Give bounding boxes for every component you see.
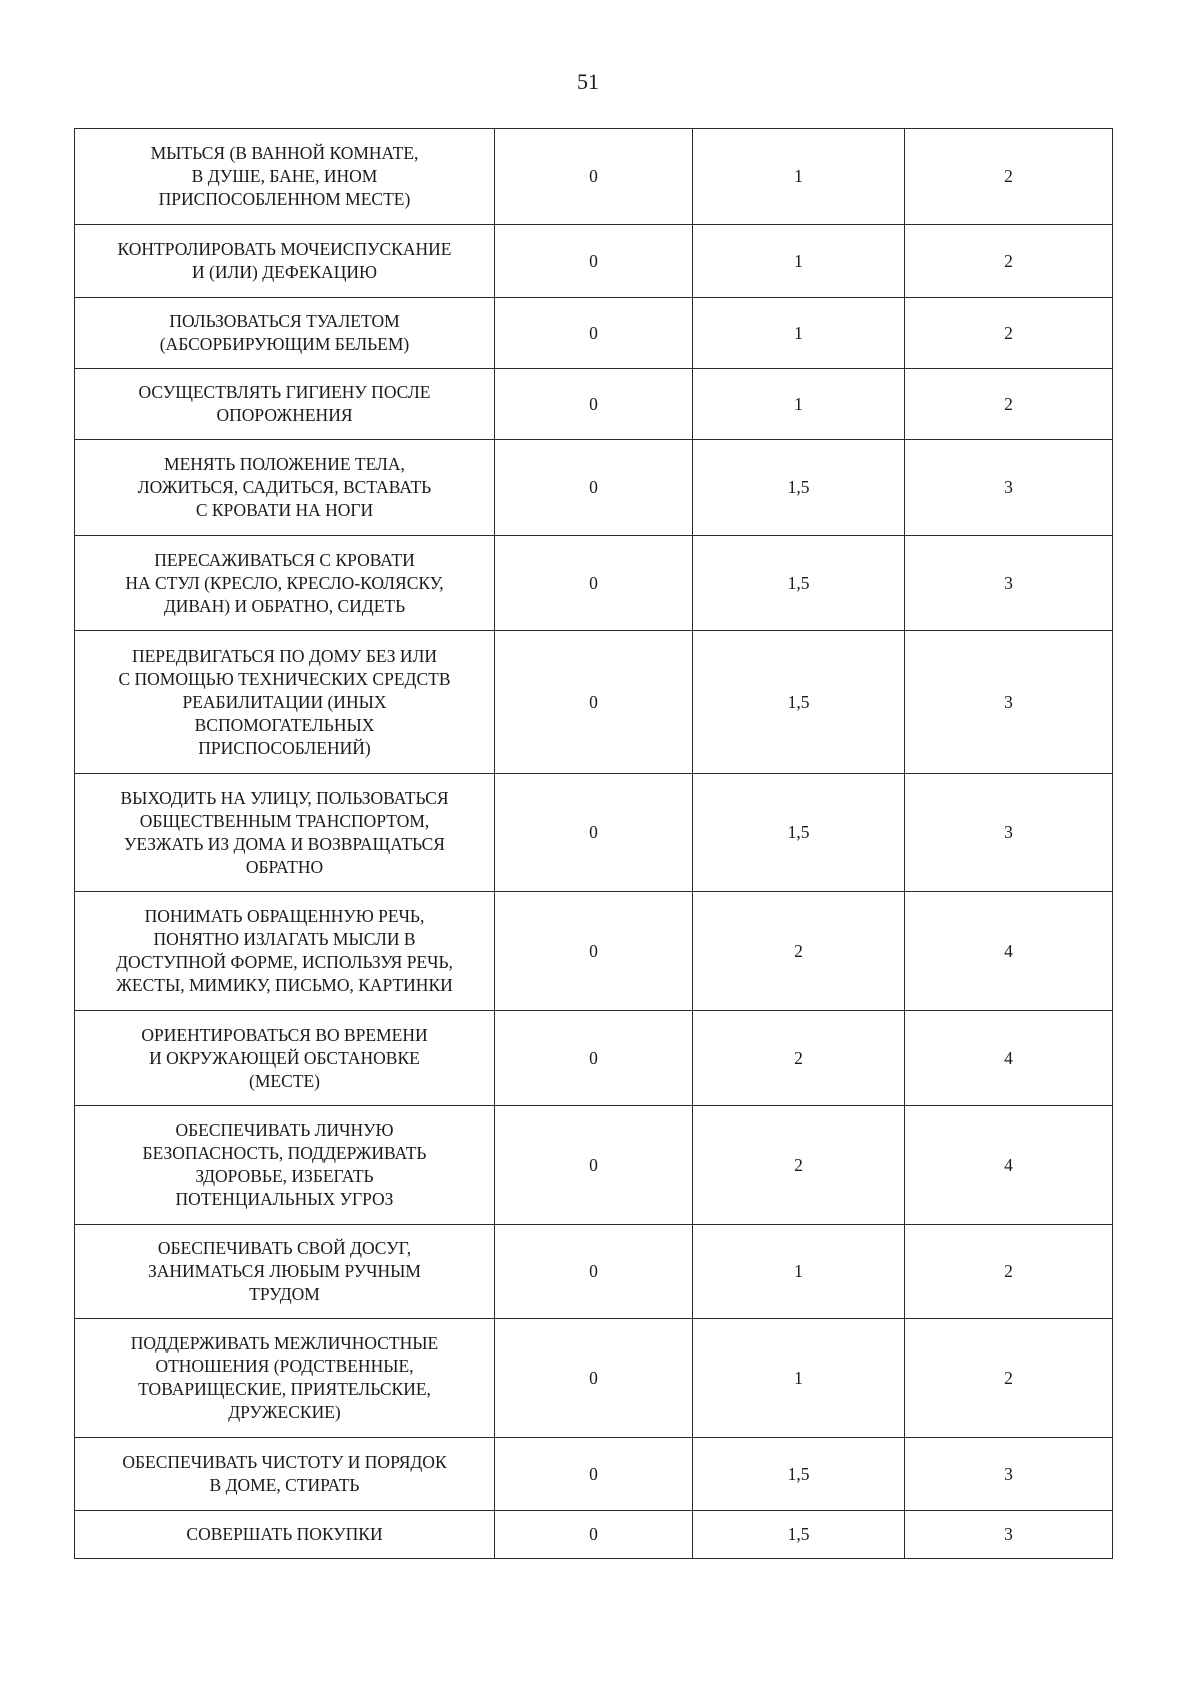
score-cell-1: 2 [693,1011,905,1106]
activity-cell: ПЕРЕДВИГАТЬСЯ ПО ДОМУ БЕЗ ИЛИ С ПОМОЩЬЮ ТЕХНИЧЕСКИХ СРЕДСТВ РЕАБИЛИТАЦИИ (ИНЫХ ВСПОМОГАТЕЛЬНЫХ ПРИСПОСОБЛЕНИЙ) [75,631,495,774]
score-cell-2: 2 [905,298,1113,369]
score-cell-1: 1 [693,369,905,440]
score-cell-2: 4 [905,1106,1113,1225]
score-cell-0: 0 [495,129,693,225]
score-cell-2: 2 [905,1319,1113,1438]
score-cell-1: 1 [693,225,905,298]
activity-cell: МЕНЯТЬ ПОЛОЖЕНИЕ ТЕЛА, ЛОЖИТЬСЯ, САДИТЬСЯ, ВСТАВАТЬ С КРОВАТИ НА НОГИ [75,440,495,536]
page-number: 51 [577,69,599,94]
activity-cell: ПОЛЬЗОВАТЬСЯ ТУАЛЕТОМ (АБСОРБИРУЮЩИМ БЕЛЬЕМ) [75,298,495,369]
score-table [74,128,1113,1559]
score-cell-1: 1 [693,1225,905,1319]
score-cell-0: 0 [495,1225,693,1319]
table-row [75,129,1113,225]
table-row [75,1511,1113,1559]
score-cell-1: 2 [693,1106,905,1225]
score-cell-2: 2 [905,129,1113,225]
score-cell-1: 1,5 [693,440,905,536]
score-cell-1: 1,5 [693,1511,905,1559]
table-row [75,774,1113,892]
activity-cell: КОНТРОЛИРОВАТЬ МОЧЕИСПУСКАНИЕ И (ИЛИ) ДЕФЕКАЦИЮ [75,225,495,298]
activity-cell: ПОДДЕРЖИВАТЬ МЕЖЛИЧНОСТНЫЕ ОТНОШЕНИЯ (РОДСТВЕННЫЕ, ТОВАРИЩЕСКИЕ, ПРИЯТЕЛЬСКИЕ, ДРУЖЕСКИЕ) [75,1319,495,1438]
table-row [75,440,1113,536]
score-cell-0: 0 [495,631,693,774]
score-cell-2: 3 [905,774,1113,892]
activity-cell: ВЫХОДИТЬ НА УЛИЦУ, ПОЛЬЗОВАТЬСЯ ОБЩЕСТВЕННЫМ ТРАНСПОРТОМ, УЕЗЖАТЬ ИЗ ДОМА И ВОЗВРАЩАТЬСЯ ОБРАТНО [75,774,495,892]
score-cell-0: 0 [495,1319,693,1438]
table-row [75,1106,1113,1225]
score-cell-0: 0 [495,298,693,369]
score-cell-0: 0 [495,1511,693,1559]
table-row [75,225,1113,298]
score-cell-0: 0 [495,1438,693,1511]
score-cell-1: 1,5 [693,536,905,631]
score-cell-0: 0 [495,1106,693,1225]
activity-cell: СОВЕРШАТЬ ПОКУПКИ [75,1511,495,1559]
score-cell-0: 0 [495,892,693,1011]
score-cell-0: 0 [495,369,693,440]
table-row [75,1011,1113,1106]
score-cell-1: 2 [693,892,905,1011]
table-row [75,536,1113,631]
score-cell-2: 3 [905,631,1113,774]
score-cell-1: 1 [693,1319,905,1438]
table-row [75,1225,1113,1319]
score-cell-1: 1 [693,298,905,369]
table-row [75,1438,1113,1511]
score-cell-1: 1,5 [693,1438,905,1511]
score-cell-2: 2 [905,369,1113,440]
score-cell-0: 0 [495,440,693,536]
table-row [75,298,1113,369]
score-cell-1: 1,5 [693,631,905,774]
activity-cell: ОРИЕНТИРОВАТЬСЯ ВО ВРЕМЕНИ И ОКРУЖАЮЩЕЙ ОБСТАНОВКЕ (МЕСТЕ) [75,1011,495,1106]
table-row [75,1319,1113,1438]
table-row [75,631,1113,774]
score-cell-2: 2 [905,225,1113,298]
activity-cell: ОБЕСПЕЧИВАТЬ ЧИСТОТУ И ПОРЯДОК В ДОМЕ, СТИРАТЬ [75,1438,495,1511]
score-cell-0: 0 [495,1011,693,1106]
activity-cell: ОБЕСПЕЧИВАТЬ СВОЙ ДОСУГ, ЗАНИМАТЬСЯ ЛЮБЫМ РУЧНЫМ ТРУДОМ [75,1225,495,1319]
activity-cell: ОСУЩЕСТВЛЯТЬ ГИГИЕНУ ПОСЛЕ ОПОРОЖНЕНИЯ [75,369,495,440]
activity-cell: МЫТЬСЯ (В ВАННОЙ КОМНАТЕ, В ДУШЕ, БАНЕ, ИНОМ ПРИСПОСОБЛЕННОМ МЕСТЕ) [75,129,495,225]
score-cell-2: 4 [905,892,1113,1011]
score-cell-2: 3 [905,536,1113,631]
score-cell-1: 1 [693,129,905,225]
activity-cell: ОБЕСПЕЧИВАТЬ ЛИЧНУЮ БЕЗОПАСНОСТЬ, ПОДДЕРЖИВАТЬ ЗДОРОВЬЕ, ИЗБЕГАТЬ ПОТЕНЦИАЛЬНЫХ УГРОЗ [75,1106,495,1225]
score-cell-2: 3 [905,440,1113,536]
score-cell-0: 0 [495,774,693,892]
table-row [75,369,1113,440]
table-row [75,892,1113,1011]
score-cell-2: 3 [905,1438,1113,1511]
score-cell-0: 0 [495,536,693,631]
activity-cell: ПОНИМАТЬ ОБРАЩЕННУЮ РЕЧЬ, ПОНЯТНО ИЗЛАГАТЬ МЫСЛИ В ДОСТУПНОЙ ФОРМЕ, ИСПОЛЬЗУЯ РЕЧЬ, ЖЕСТЫ, МИМИКУ, ПИСЬМО, КАРТИНКИ [75,892,495,1011]
score-cell-2: 2 [905,1225,1113,1319]
score-cell-2: 4 [905,1011,1113,1106]
score-cell-1: 1,5 [693,774,905,892]
activity-cell: ПЕРЕСАЖИВАТЬСЯ С КРОВАТИ НА СТУЛ (КРЕСЛО, КРЕСЛО-КОЛЯСКУ, ДИВАН) И ОБРАТНО, СИДЕТЬ [75,536,495,631]
score-cell-2: 3 [905,1511,1113,1559]
score-cell-0: 0 [495,225,693,298]
